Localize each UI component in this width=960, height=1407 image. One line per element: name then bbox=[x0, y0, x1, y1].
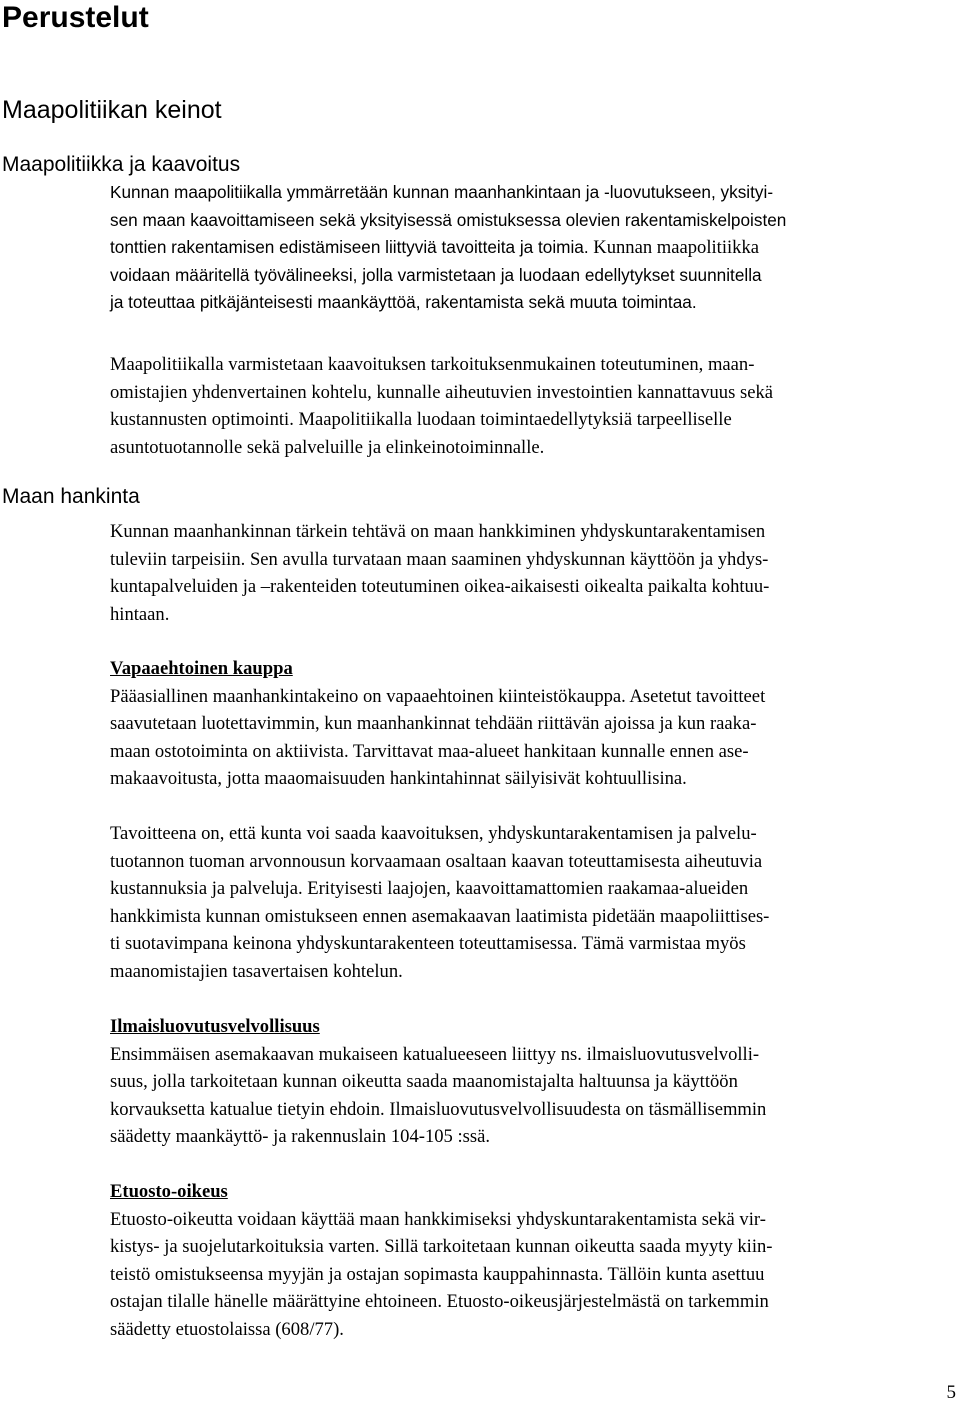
paragraph-vapaaehtoinen-kauppa bbox=[110, 655, 955, 793]
paragraph-maan-hankinta-1 bbox=[110, 518, 955, 628]
text-line: ja toteuttaa pitkäjänteisesti maankäyttöä, rakentamista sekä muuta toimintaa. bbox=[110, 292, 697, 312]
paragraph-tavoitteena bbox=[110, 820, 955, 985]
text-line: korvauksetta katualue tietyin ehdoin. Ilmaisluovutusvelvollisuudesta on täsmällisemmin bbox=[110, 1098, 767, 1120]
text-line bbox=[110, 234, 955, 262]
text-line: sen maan kaavoittamiseen sekä yksityisessä omistuksessa olevien rakentamiskelpoisten bbox=[110, 209, 787, 230]
text-line: Pääasiallinen maanhankintakeino on vapaaehtoinen kiinteistökauppa. Asetetut tavoitteet bbox=[110, 685, 766, 707]
text-line: omistajien yhdenvertainen kohtelu, kunnalle aiheutuvien investointien kannattavuus sekä bbox=[110, 381, 774, 403]
text-line: kustannuksia ja palveluja. Erityisesti laajojen, kaavoittamattomien raakamaa-alueiden bbox=[110, 878, 749, 899]
text-line: hintaan. bbox=[110, 603, 170, 625]
subheading-vapaaehtoinen-kauppa: Vapaaehtoinen kauppa bbox=[110, 658, 293, 679]
text-line: Ensimmäisen asemakaavan mukaiseen katualueeseen liittyy ns. ilmaisluovutusvelvolli- bbox=[110, 1043, 760, 1065]
text-line: asuntotuotannolle sekä palveluille ja elinkeinotoiminnalle. bbox=[110, 436, 545, 458]
page-number: 5 bbox=[946, 1382, 956, 1403]
section-heading: Maapolitiikan keinot bbox=[2, 96, 222, 124]
subheading-ilmaisluovutusvelvollisuus: Ilmaisluovutusvelvollisuus bbox=[110, 1016, 320, 1037]
subheading-etuosto-oikeus: Etuosto-oikeus bbox=[110, 1181, 228, 1202]
text-line: ostajan tilalle hänelle määrättyine ehtoineen. Etuosto-oikeusjärjestelmästä on tarkemmin bbox=[110, 1291, 769, 1312]
paragraph-maapolitiikka-1 bbox=[110, 179, 955, 317]
text-line: makaavoitusta, jotta maaomaisuuden hankintahinnat säilyisivät kohtuullisina. bbox=[110, 768, 687, 789]
text-line: kistys- ja suojelutarkoituksia varten. Sillä tarkoitetaan kunnan oikeutta saada myyty kiin- bbox=[110, 1236, 773, 1257]
text-line: teistö omistukseensa myyjän ja ostajan sopimasta kauppahinnasta. Tällöin kunta asettuu bbox=[110, 1263, 765, 1285]
text-segment: Kunnan maapolitiikka bbox=[588, 237, 760, 258]
subsection-heading-maapolitiikka: Maapolitiikka ja kaavoitus bbox=[2, 153, 241, 176]
paragraph-maapolitiikka-2 bbox=[110, 351, 955, 461]
text-line: kustannusten optimointi. Maapolitiikalla luodaan toimintaedellytyksiä tarpeelliselle bbox=[110, 409, 732, 430]
text-line: säädetty etuostolaissa (608/77). bbox=[110, 1318, 344, 1340]
paragraph-ilmaisluovutusvelvollisuus bbox=[110, 1013, 955, 1151]
text-line: säädetty maankäyttö- ja rakennuslain 104-105 :ssä. bbox=[110, 1126, 491, 1147]
text-line: suus, jolla tarkoitetaan kunnan oikeutta saada maanomistajalta haltuunsa ja käyttöön bbox=[110, 1071, 738, 1092]
text-line: maanomistajien tasavertaisen kohtelun. bbox=[110, 960, 403, 982]
paragraph-etuosto-oikeus bbox=[110, 1178, 955, 1343]
text-line: voidaan määritellä työvälineeksi, jolla varmistetaan ja luodaan edellytykset suunnitella bbox=[110, 264, 762, 285]
page-title: Perustelut bbox=[2, 1, 149, 34]
text-segment: tonttien rakentamisen edistämiseen liittyviä tavoitteita ja toimia. bbox=[110, 237, 589, 257]
text-line: Kunnan maapolitiikalla ymmärretään kunnan maanhankintaan ja -luovutukseen, yksityi- bbox=[110, 182, 774, 202]
text-line: ti suotavimpana keinona yhdyskuntarakenteen toteuttamisessa. Tämä varmistaa myös bbox=[110, 933, 746, 954]
text-line: maan ostotoiminta on aktiivista. Tarvittavat maa-alueet hankitaan kunnalle ennen ase- bbox=[110, 740, 749, 762]
text-line: Etuosto-oikeutta voidaan käyttää maan hankkimiseksi yhdyskuntarakentamista sekä vir- bbox=[110, 1208, 766, 1230]
text-line: Maapolitiikalla varmistetaan kaavoituksen tarkoituksenmukainen toteutuminen, maan- bbox=[110, 354, 755, 375]
text-line: saavutetaan luotettavimmin, kun maanhankinnat tehdään riittävän ajoissa ja kun raaka- bbox=[110, 713, 757, 734]
text-line: tuleviin tarpeisiin. Sen avulla turvataan maan saaminen yhdyskunnan käyttöön ja yhdys- bbox=[110, 548, 769, 570]
text-line: Kunnan maanhankinnan tärkein tehtävä on maan hankkiminen yhdyskuntarakentamisen bbox=[110, 521, 766, 542]
text-line: kuntapalveluiden ja –rakenteiden toteutuminen oikea-aikaisesti oikealta paikalta kohtuu- bbox=[110, 576, 770, 597]
text-line: tuotannon tuoman arvonnousun korvaamaan osaltaan kaavan toteuttamisesta aiheutuvia bbox=[110, 850, 763, 872]
text-line: hankkimista kunnan omistukseen ennen asemakaavan laatimista pidetään maapoliittises- bbox=[110, 905, 770, 927]
subsection-heading-maan-hankinta: Maan hankinta bbox=[2, 485, 140, 508]
text-line: Tavoitteena on, että kunta voi saada kaavoituksen, yhdyskuntarakentamisen ja palvelu- bbox=[110, 823, 757, 844]
